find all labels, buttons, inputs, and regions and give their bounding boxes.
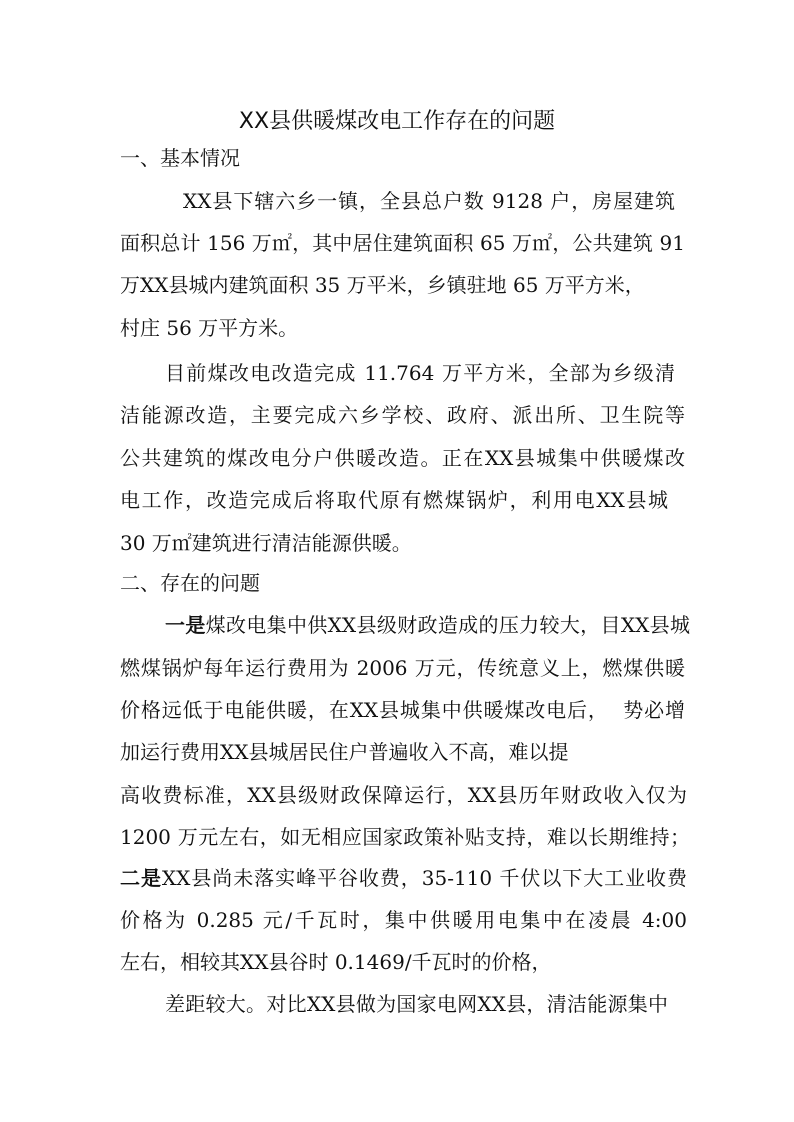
- paragraph-line: 洁能源改造，主要完成六乡学校、政府、派出所、卫生院等: [120, 403, 685, 427]
- paragraph-line: 电工作，改造完成后将取代原有燃煤锅炉，利用电XX县城: [120, 488, 668, 512]
- paragraph-line: 村庄 56 万平方米。: [120, 316, 299, 340]
- paragraph-line: [165, 611, 690, 639]
- paragraph-line: 差距较大。对比XX县做为国家电网XX县，清洁能源集中: [165, 992, 668, 1016]
- paragraph-line: 1200 万元左右，如无相应国家政策补贴支持，难以长期维持；: [120, 825, 690, 849]
- paragraph-line: 价格为 0.285 元/千瓦时，集中供暖用电集中在凌晨 4:00: [120, 908, 687, 932]
- paragraph-line: 面积总计 156 万㎡，其中居住建筑面积 65 万㎡，公共建筑 91: [120, 231, 685, 255]
- point-lead: 二是: [120, 866, 162, 890]
- point-lead: 一是: [165, 613, 206, 637]
- point-text: XX县尚未落实峰平谷收费，35-110 千伏以下大工业收费: [161, 866, 687, 890]
- paragraph-line: 左右，相较其XX县谷时 0.1469/千瓦时的价格，: [120, 950, 552, 974]
- section-heading: 一、基本情况: [120, 146, 240, 170]
- paragraph-line: [120, 864, 687, 892]
- paragraph-line: 目前煤改电改造完成 11.764 万平方米，全部为乡级清: [165, 361, 675, 385]
- paragraph-line: 加运行费用XX县城居民住户普遍收入不高，难以提: [120, 740, 569, 764]
- paragraph-line: 万XX县城内建筑面积 35 万平米，乡镇驻地 65 万平方米，: [120, 273, 645, 297]
- paragraph-line: 价格远低于电能供暖，在XX县城集中供暖煤改电后， 势必增: [120, 698, 685, 722]
- paragraph-line: 30 万㎡建筑进行清洁能源供暖。: [120, 531, 412, 555]
- paragraph-line: XX县下辖六乡一镇，全县总户数 9128 户，房屋建筑: [183, 189, 675, 213]
- document-title: XX县供暖煤改电工作存在的问题: [238, 109, 556, 134]
- paragraph-line: 高收费标准，XX县级财政保障运行，XX县历年财政收入仅为: [120, 783, 687, 807]
- paragraph-line: 公共建筑的煤改电分户供暖改造。正在XX县城集中供暖煤改: [120, 446, 685, 470]
- point-text: 煤改电集中供XX县级财政造成的压力较大，目XX县城: [205, 613, 690, 637]
- section-heading: 二、存在的问题: [120, 571, 260, 595]
- paragraph-line: 燃煤锅炉每年运行费用为 2006 万元，传统意义上，燃煤供暖: [120, 656, 685, 680]
